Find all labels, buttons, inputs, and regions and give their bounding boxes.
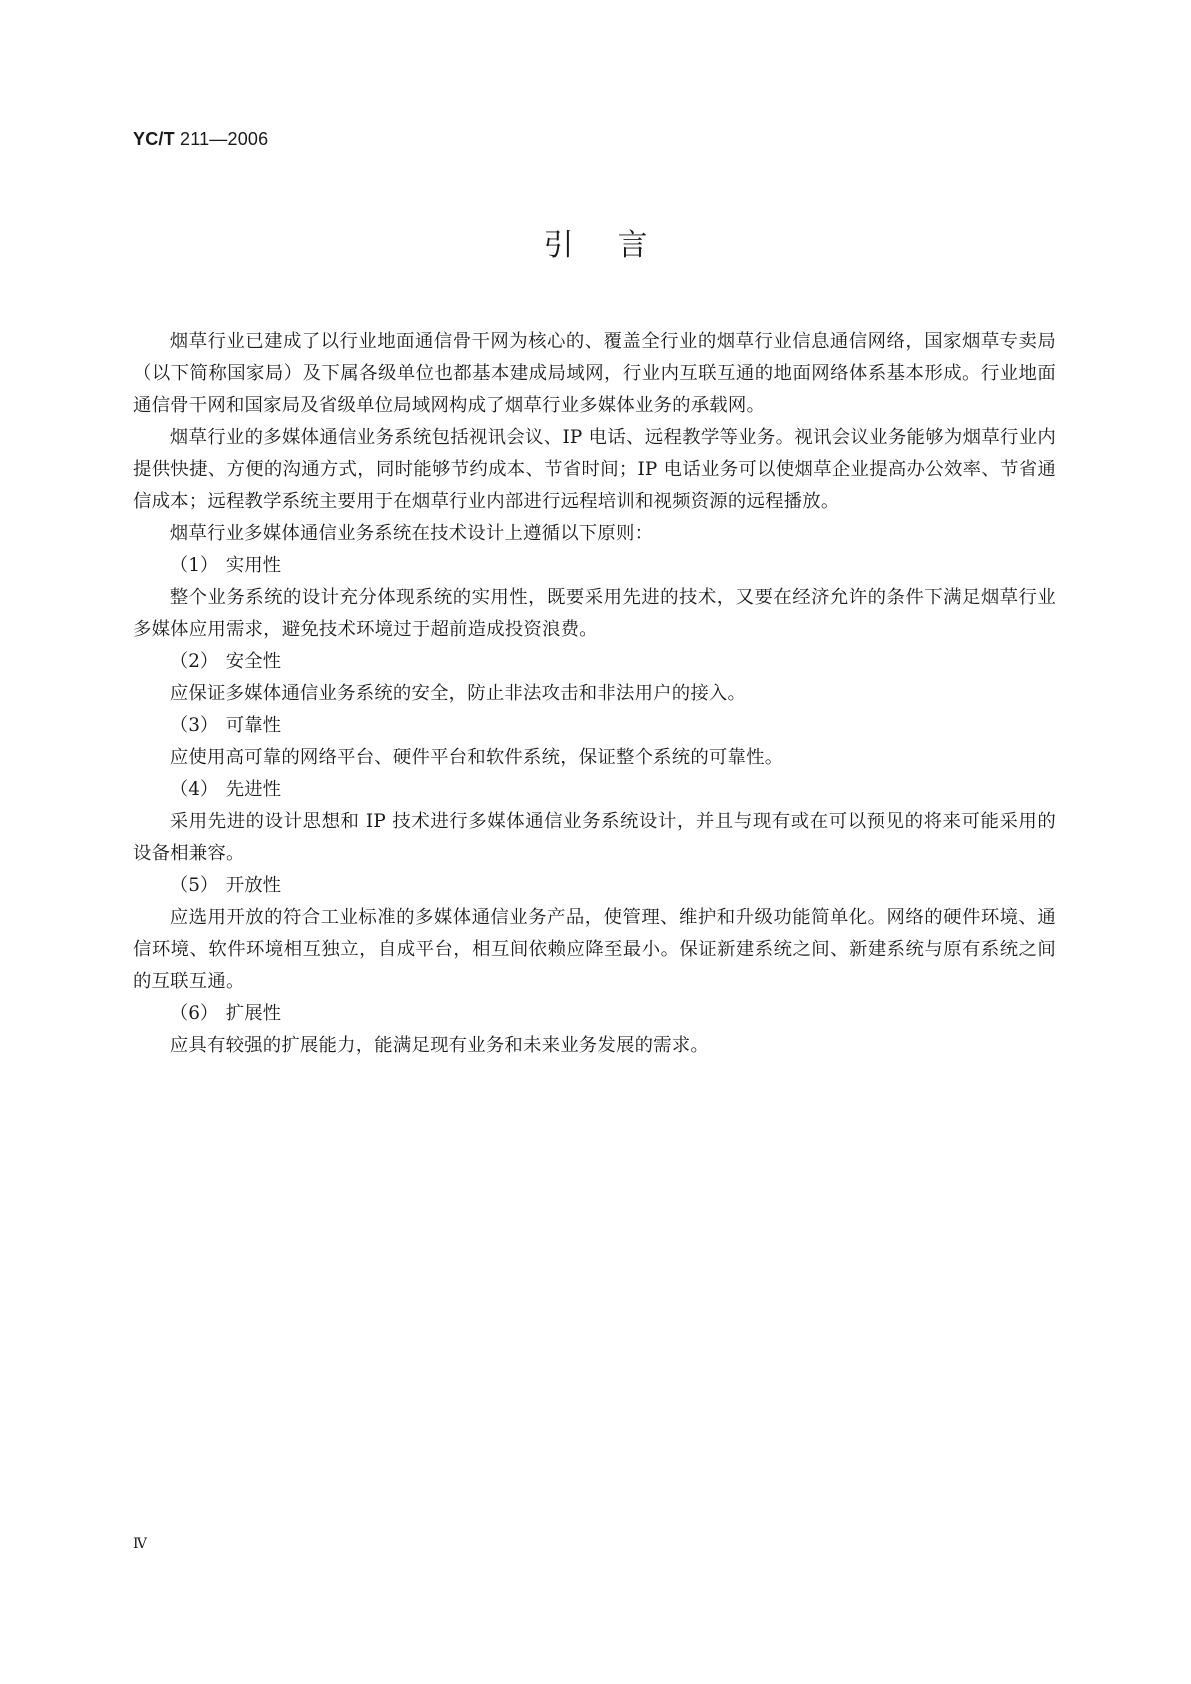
- principle-text: 应选用开放的符合工业标准的多媒体通信业务产品，使管理、维护和升级功能简单化。网络的硬件环境、通信环境、软件环境相互独立，自成平台，相互间依赖应降至最小。保证新建系统之间、新建系统与原有系统之间的互联互通。: [133, 907, 1056, 992]
- principle-text: 应具有较强的扩展能力，能满足现有业务和未来业务发展的需求。: [169, 1035, 709, 1056]
- paragraph-network-overview: 烟草行业已建成了以行业地面通信骨干网为核心的、覆盖全行业的烟草行业信息通信网络，国家烟草专卖局（以下简称国家局）及下属各级单位也都基本建成局域网，行业内互联互通的地面网络体系基本形成。行业地面通信骨干网和国家局及省级单位局域网构成了烟草行业多媒体业务的承载网。: [133, 331, 1056, 416]
- paragraph-design-principles-intro: 烟草行业多媒体通信业务系统在技术设计上遵循以下原则：: [169, 523, 654, 544]
- principle-text: 应使用高可靠的网络平台、硬件平台和软件系统，保证整个系统的可靠性。: [169, 747, 784, 768]
- principle-name: 可靠性: [225, 715, 281, 736]
- principle-text: 应保证多媒体通信业务系统的安全，防止非法攻击和非法用户的接入。: [169, 683, 747, 704]
- principle-heading: [133, 870, 1056, 902]
- principle-name: 安全性: [225, 651, 281, 672]
- principle-heading: [133, 774, 1056, 806]
- introduction-body: [133, 326, 1056, 1062]
- principle-heading: [133, 710, 1056, 742]
- principle-item: [133, 774, 1056, 870]
- page-title: 引言: [543, 228, 692, 263]
- principle-heading: [133, 646, 1056, 678]
- principle-name: 扩展性: [225, 1003, 281, 1024]
- page-number: Ⅳ: [133, 1536, 147, 1552]
- principle-number: （4）: [169, 779, 219, 800]
- standard-code-number: 211—2006: [174, 129, 269, 149]
- principle-number: （5）: [169, 875, 219, 896]
- principle-number: （6）: [169, 1003, 219, 1024]
- principle-name: 先进性: [225, 779, 281, 800]
- principle-item: [133, 870, 1056, 998]
- principle-heading: [133, 998, 1056, 1030]
- principle-text: 整个业务系统的设计充分体现系统的实用性，既要采用先进的技术，又要在经济允许的条件下满足烟草行业多媒体应用需求，避免技术环境过于超前造成投资浪费。: [133, 587, 1056, 640]
- principle-item: [133, 550, 1056, 646]
- principle-number: （1）: [169, 555, 219, 576]
- principle-number: （3）: [169, 715, 219, 736]
- principle-number: （2）: [169, 651, 219, 672]
- principle-name: 开放性: [225, 875, 281, 896]
- principle-item: [133, 646, 1056, 710]
- principle-name: 实用性: [225, 555, 281, 576]
- principle-heading: [133, 550, 1056, 582]
- principle-text: 采用先进的设计思想和 IP 技术进行多媒体通信业务系统设计，并且与现有或在可以预见的将来可能采用的设备相兼容。: [133, 811, 1056, 864]
- principle-item: [133, 710, 1056, 774]
- standard-code-header: [133, 127, 268, 151]
- principle-item: [133, 998, 1056, 1062]
- paragraph-multimedia-services: 烟草行业的多媒体通信业务系统包括视讯会议、IP 电话、远程教学等业务。视讯会议业务能够为烟草行业内提供快捷、方便的沟通方式，同时能够节约成本、节省时间；IP 电话业务可以使烟草企业提高办公效率、节省通信成本；远程教学系统主要用于在烟草行业内部进行远程培训和视频资源的远程播放。: [133, 427, 1056, 512]
- standard-code-prefix: YC/T: [133, 129, 175, 149]
